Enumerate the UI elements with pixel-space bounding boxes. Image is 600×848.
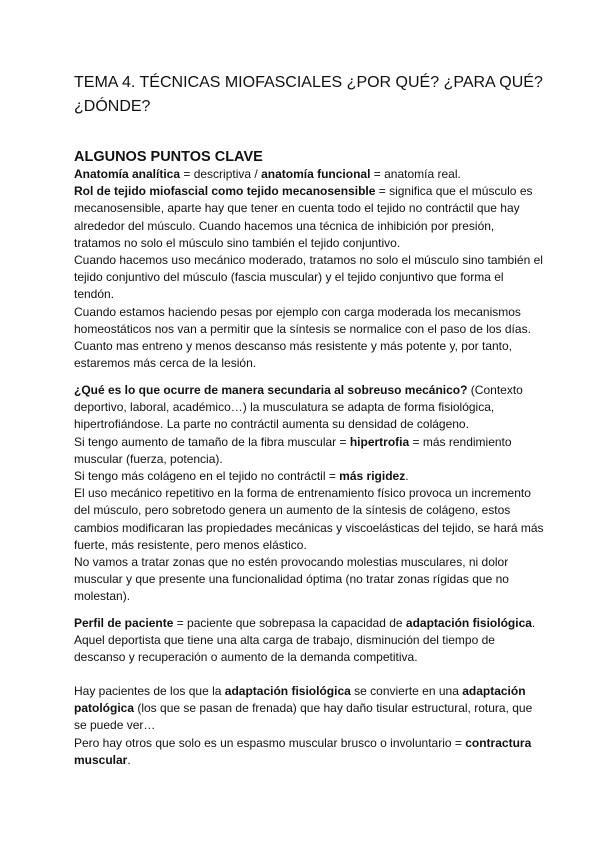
paragraph-text: (Contexto deportivo, laboral, académico…) la musculatura se adapta de forma fisiológica, hipertrofiándose. La parte no contráctil aumenta su densidad de colágeno. <box>74 383 523 432</box>
paragraph-text: . <box>405 469 409 484</box>
key-points-block <box>74 166 544 372</box>
bold-term: anatomía funcional <box>261 167 371 181</box>
bold-term: ¿Qué es lo que ocurre de manera secundaria al sobreuso mecánico? <box>74 383 468 397</box>
bold-term: adaptación fisiológica <box>405 616 532 630</box>
paragraph-text: = paciente que sobrepasa la capacidad de <box>173 616 406 630</box>
paragraph-uso-mecanico: Cuando hacemos uso mecánico moderado, tratamos no solo el músculo sino también el tejido conjuntivo del músculo (fascia muscular) y el tejido conjuntivo que forma el tendón. <box>74 253 543 302</box>
page-title: TEMA 4. TÉCNICAS MIOFASCIALES ¿POR QUÉ? ¿PARA QUÉ? ¿DÓNDE? <box>74 74 543 115</box>
paragraph-text: Si tengo más colágeno en el tejido no contráctil = <box>74 469 340 484</box>
paragraph-adaptacion <box>74 683 544 735</box>
bold-term: adaptación patológica <box>74 684 526 716</box>
sobreuso-block <box>74 382 544 606</box>
paragraph-text: Hay pacientes de los que la <box>74 684 225 698</box>
paragraph-text: (los que se pasan de frenada) que hay daño tisular estructural, rotura, que se puede ver… <box>74 701 533 733</box>
paragraph-contractura <box>74 735 544 769</box>
bold-term: Perfil de paciente <box>74 616 174 630</box>
paragraph-anatomia <box>74 166 544 183</box>
paragraph-text: = anatomía real. <box>370 167 461 181</box>
paragraph-text: Si tengo aumento de tamaño de la fibra muscular = <box>74 434 350 449</box>
paragraph-no-tratar: No vamos a tratar zonas que no estén provocando molestias musculares, ni dolor muscular y que presente una funcionalidad óptima (no tratar zonas rígidas que no molestan). <box>74 555 509 604</box>
paragraph-sobreuso <box>74 382 544 434</box>
paragraph-text: . Aquel deportista que tiene una alta carga de trabajo, disminución del tiempo de descanso y recuperación o aumento de la demanda competitiva. <box>74 616 536 665</box>
bold-term: contractura muscular <box>74 735 532 767</box>
bold-term: Anatomía analítica <box>74 167 181 181</box>
paragraph-pesas: Cuando estamos haciendo pesas por ejemplo con carga moderada los mecanismos homeostáticos nos van a permitir que la síntesis se normalice con el paso de los días. Cuanto mas entreno y menos descanso más resistente y más potente y, por tanto, estaremos más cerca de la lesión. <box>74 304 531 371</box>
paragraph-rigidez <box>74 468 544 485</box>
paragraph-rol-tejido <box>74 183 544 252</box>
bold-term: más rigidez <box>339 469 406 484</box>
paragraph-uso-repetitivo: El uso mecánico repetitivo en la forma de entrenamiento físico provoca un incremento del músculo, pero sobretodo genera un aumento de la síntesis de colágeno, estos cambios modificaran las propiedades mecánicas y viscoelásticas del tejido, se hará más fuerte, más resistente, pero menos elástico. <box>74 486 544 552</box>
paragraph-perfil-paciente <box>74 615 544 667</box>
paragraph-text: = descriptiva / <box>180 167 262 181</box>
paragraph-text: Pero hay otros que solo es un espasmo muscular brusco o involuntario = <box>74 735 466 750</box>
section-heading: ALGUNOS PUNTOS CLAVE <box>74 149 263 165</box>
perfil-block <box>74 615 544 667</box>
paragraph-hipertrofia <box>74 434 544 468</box>
bold-term: adaptación fisiológica <box>224 684 351 698</box>
paragraph-text: . <box>127 752 131 767</box>
paragraph-text: se convierte en una <box>350 684 463 698</box>
bold-term: Rol de tejido miofascial como tejido mecanosensible <box>74 184 376 199</box>
paragraph-text: = más rendimiento muscular (fuerza, potencia). <box>74 434 512 466</box>
bold-term: hipertrofia <box>349 434 410 449</box>
adaptacion-block <box>74 683 544 769</box>
paragraph-text: = significa que el músculo es mecanosensible, aparte hay que tener en cuenta todo el tejido no contráctil que hay alrededor del músculo. Cuando hacemos una técnica de inhibición por presión, tratamos no solo el músculo sino también el tejido conjuntivo. <box>74 184 533 250</box>
